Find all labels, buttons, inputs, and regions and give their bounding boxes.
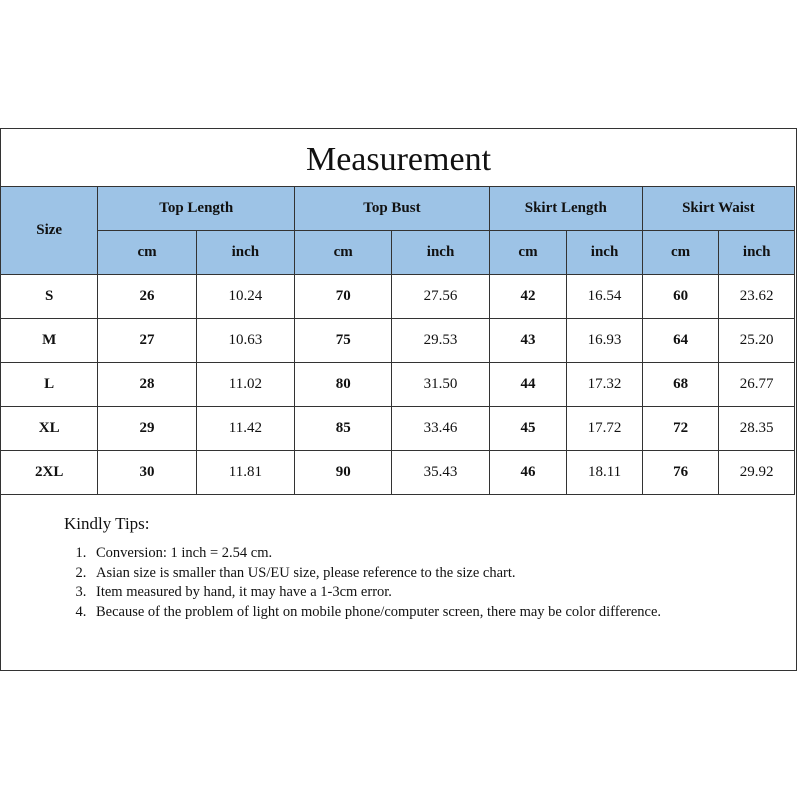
size-cell: 2XL	[1, 451, 98, 495]
header-row-units	[1, 231, 795, 275]
chart-title: Measurement	[305, 141, 492, 178]
unit-inch: inch	[392, 231, 489, 275]
inch-cell: 17.72	[567, 407, 643, 451]
tip-item: 3. Item measured by hand, it may have a 1-3cm error.	[90, 583, 680, 603]
unit-cm: cm	[642, 231, 718, 275]
table-row	[1, 319, 795, 363]
inch-cell: 35.43	[392, 451, 489, 495]
cm-cell: 72	[642, 407, 718, 451]
cm-cell: 70	[295, 275, 392, 319]
unit-cm: cm	[295, 231, 392, 275]
size-cell: S	[1, 275, 98, 319]
inch-cell: 33.46	[392, 407, 489, 451]
header-size: Size	[1, 187, 98, 275]
tips-heading: Kindly Tips:	[64, 514, 150, 533]
cm-cell: 60	[642, 275, 718, 319]
header-top-bust: Top Bust	[295, 187, 490, 231]
table-row	[1, 363, 795, 407]
table-row	[1, 407, 795, 451]
inch-cell: 25.20	[719, 319, 795, 363]
header-row-groups	[1, 187, 795, 231]
inch-cell: 31.50	[392, 363, 489, 407]
kindly-tips	[64, 514, 680, 623]
cm-cell: 46	[489, 451, 566, 495]
header-skirt-length: Skirt Length	[489, 187, 642, 231]
cm-cell: 76	[642, 451, 718, 495]
cm-cell: 80	[295, 363, 392, 407]
table-row	[1, 451, 795, 495]
inch-cell: 18.11	[567, 451, 643, 495]
inch-cell: 11.81	[196, 451, 294, 495]
inch-cell: 23.62	[719, 275, 795, 319]
inch-cell: 16.54	[567, 275, 643, 319]
inch-cell: 28.35	[719, 407, 795, 451]
inch-cell: 11.02	[196, 363, 294, 407]
cm-cell: 27	[98, 319, 196, 363]
measurement-table	[0, 186, 795, 495]
size-cell: M	[1, 319, 98, 363]
unit-cm: cm	[98, 231, 196, 275]
tip-item: 4. Because of the problem of light on mobile phone/computer screen, there may be color difference.	[90, 603, 680, 623]
cm-cell: 44	[489, 363, 566, 407]
cm-cell: 42	[489, 275, 566, 319]
inch-cell: 29.53	[392, 319, 489, 363]
cm-cell: 29	[98, 407, 196, 451]
tip-item: 1. Conversion: 1 inch = 2.54 cm.	[90, 544, 680, 564]
unit-cm: cm	[489, 231, 566, 275]
cm-cell: 85	[295, 407, 392, 451]
inch-cell: 17.32	[567, 363, 643, 407]
inch-cell: 11.42	[196, 407, 294, 451]
inch-cell: 26.77	[719, 363, 795, 407]
header-skirt-waist: Skirt Waist	[642, 187, 794, 231]
header-top-length: Top Length	[98, 187, 295, 231]
table-row	[1, 275, 795, 319]
unit-inch: inch	[719, 231, 795, 275]
cm-cell: 90	[295, 451, 392, 495]
cm-cell: 43	[489, 319, 566, 363]
cm-cell: 75	[295, 319, 392, 363]
inch-cell: 29.92	[719, 451, 795, 495]
unit-inch: inch	[196, 231, 294, 275]
size-chart	[0, 128, 797, 671]
inch-cell: 10.63	[196, 319, 294, 363]
size-cell: L	[1, 363, 98, 407]
inch-cell: 10.24	[196, 275, 294, 319]
cm-cell: 26	[98, 275, 196, 319]
inch-cell: 27.56	[392, 275, 489, 319]
cm-cell: 30	[98, 451, 196, 495]
inch-cell: 16.93	[567, 319, 643, 363]
cm-cell: 28	[98, 363, 196, 407]
cm-cell: 68	[642, 363, 718, 407]
cm-cell: 64	[642, 319, 718, 363]
cm-cell: 45	[489, 407, 566, 451]
unit-inch: inch	[567, 231, 643, 275]
size-cell: XL	[1, 407, 98, 451]
tip-item: 2. Asian size is smaller than US/EU size, please reference to the size chart.	[90, 564, 680, 584]
